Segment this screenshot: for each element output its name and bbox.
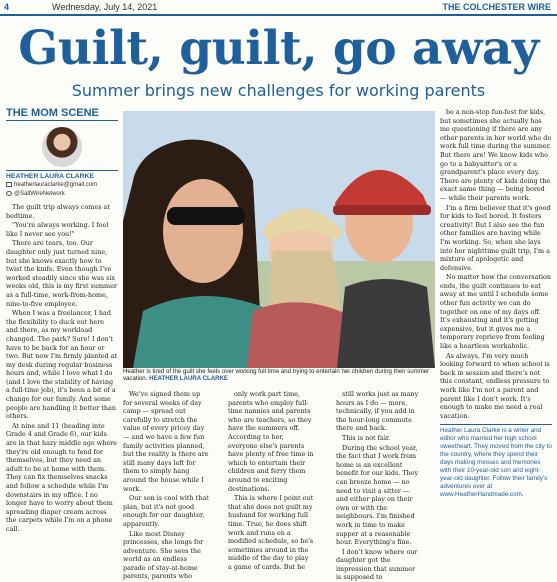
paragraph: This is where I point out that she does not guilt my husband for working full time. True, he does shift work and runs on a modified schedule, so he's sometimes around in the middle of the day to play a game of cards. But he [228, 494, 314, 571]
right-column [440, 107, 552, 551]
paragraph: As always, I'm very much looking forward to when school is back in session and there's not this constant, endless pressure to work like I'm not a parent and parent like I don't work. It's enough to make me need a real vacation. [440, 351, 550, 420]
article-body-col2 [123, 389, 209, 581]
paper-name: THE COLCHESTER WIRE [442, 2, 551, 12]
article-body-left [6, 203, 118, 534]
twitter-icon [6, 191, 12, 196]
photo-caption [123, 368, 435, 383]
paragraph: During the school year, the fact that I work from home is an excellent benefit for our kids. They can breeze home — no need to visit a sitter — and either play on their own or with the neighbours. I'm finished work in time to make supper at a reasonable hour. Everything's fine. [336, 443, 419, 547]
family-photo [123, 111, 435, 368]
paragraph: There are tears, too. Our daughter only just turned nine, but she knows exactly how to twist the knife. Even though I've worked steadily since she was six weeks old, this is my first summer as a full-time, work-from-home, nine-to-five employee. [6, 239, 117, 308]
deck: Summer brings new challenges for working parents [71, 81, 486, 100]
paragraph: We've signed them up for several weeks of day camp — spread out carefully to stretch the value of every pricey day — and we have a few fun family activities planned, but the reality is there are still many days left for them to simply hang around the house while I work. [123, 390, 209, 493]
email-text: heatherlauraclarke@gmail.com [14, 182, 98, 188]
author-byline: HEATHER LAURA CLARKE [6, 170, 118, 180]
paragraph: When I was a freelancer, I had the flexibility to duck out here and there, as my workload changed. The park? Sure! I don't have to be back for an hour or two. But now I'm firmly planted at my desk during regular business hours and, while I love what I do (and I love the stability of having a full-time job), it's been a bit of a change for our family. And some people are handling it better than others. [6, 309, 118, 421]
article-body-right [440, 108, 552, 420]
paragraph: I don't know where our daughter got the impression that summer is supposed to [336, 547, 418, 582]
article-body-col4 [336, 389, 422, 582]
paragraph: "You're always working. I feel like I never see you!" [6, 221, 109, 238]
article-body-col3 [228, 389, 314, 571]
author-headshot [42, 127, 82, 167]
masthead [0, 0, 557, 16]
section-label: THE MOM SCENE [6, 107, 118, 121]
author-email[interactable] [6, 181, 118, 189]
email-icon [6, 182, 12, 187]
paragraph: This is not fair. [342, 433, 391, 442]
photo-illustration [123, 111, 435, 368]
paragraph: be a non-stop fun-fest for kids, but sometimes she actually has me questioning if there are any other parents in her world who do work full time during the summer. But there are! We know kids who go to a babysitter's or a grandparent's place every day. There are plenty of kids doing the exact same thing — being bored — while their parents work. [440, 108, 552, 202]
left-column [6, 107, 118, 551]
paragraph: Our son is cool with that plan, but it's not good enough for our daughter, apparently. [123, 494, 209, 528]
twitter-text: @SaltWireNetwork [14, 191, 65, 197]
paragraph: I'm a firm believer that it's good for kids to feel bored. It fosters creativity! But I also see the fun other families are having while I'm working. So, when she lays into her nighttime guilt trip, I'm a mixture of apologetic and defensive. [440, 203, 551, 272]
paragraph: only work part time, parents who employ full-time nannies and parents who are teachers, so they have the summers off. According to her, everyone else's parents have plenty of free time in which to entertain their children and ferry them around to exciting destinations. [228, 390, 314, 493]
page-number: 4 [4, 2, 10, 12]
issue-date: Wednesday, July 14, 2021 [52, 2, 158, 12]
author-bio: Heather Laura Clarke is a writer and editor who married her high school sweetheart. They moved from the city to the country, where they spend their days making messes and memories with their 10-year-old son and eight-year-old daughter. Follow their family's adventures over at www.HeatherHandmade.com. [440, 424, 552, 499]
caption-text: Heather is tired of the guilt she feels over working full time and trying to entertain her children during their summer vacation. [123, 368, 430, 383]
paragraph: Like most Disney princesses, she longs for adventure. She sees the world as an endless parade of stay-at-home parents, parents who [123, 529, 204, 581]
author-twitter[interactable] [6, 190, 118, 198]
paragraph: No matter how the conversation ends, the guilt continues to eat away at me until I schedule some other fun activity we can do together on one of my days off. It's exhausting and it's getting expensive, but it gives me a temporary reprieve from feeling like a heartless workaholic. [440, 273, 551, 351]
paragraph: At nine and 11 (heading into Grade 4 and Grade 6), our kids are in that hazy middle age where they're old enough to fend for themselves, but they need an adult to be at home with them. They can fix themselves snacks and follow a schedule while I'm downstairs in my office. I no longer have to worry about them spreading diaper cream across the carpets while I'm on a phone call. [6, 421, 117, 533]
paragraph: The guilt trip always comes at bedtime. [6, 203, 110, 220]
paragraph: still works just as many hours as I do — more, technically, if you add in the hour-long commute there and back. [336, 390, 419, 433]
photo-credit: HEATHER LAURA CLARKE [149, 375, 228, 383]
headline: Guilt, guilt, go away [18, 21, 539, 76]
